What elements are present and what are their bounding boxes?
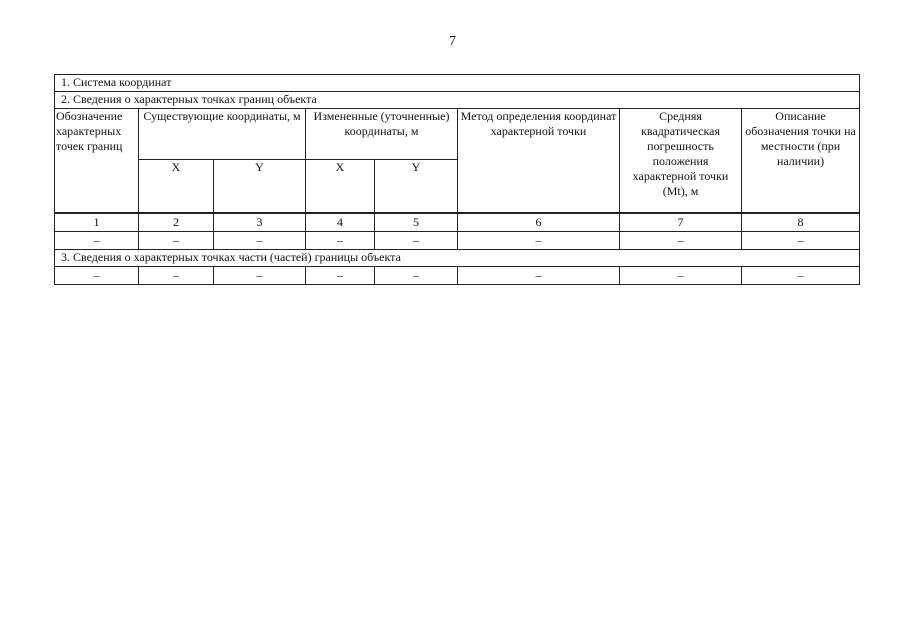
col-number: 3 [214, 213, 306, 232]
header-existing-coords: Существующие координаты, м [139, 109, 306, 160]
table-cell: – [55, 232, 139, 250]
col-number: 1 [55, 213, 139, 232]
boundary-points-table [54, 74, 860, 285]
table-cell: – [375, 232, 458, 250]
col-number: 5 [375, 213, 458, 232]
col-number: 6 [458, 213, 620, 232]
table-cell: – [214, 267, 306, 285]
header-changed-x: X [306, 160, 375, 214]
header-description: Описание обозначения точки на местности (при наличии) [742, 109, 860, 214]
page-number: 7 [449, 34, 456, 49]
table-cell: – [620, 232, 742, 250]
section-2-title: 2. Сведения о характерных точках границ объекта [55, 92, 860, 109]
section-3-data-row [55, 267, 860, 285]
header-row-top [55, 109, 860, 160]
col-number: 4 [306, 213, 375, 232]
header-changed-coords: Измененные (уточненные) координаты, м [306, 109, 458, 160]
table-cell: – [306, 267, 375, 285]
table-cell: – [55, 267, 139, 285]
header-method: Метод определения координат характерной точки [458, 109, 620, 214]
col-number: 7 [620, 213, 742, 232]
header-designation: Обозначение характерных точек границ [55, 109, 139, 214]
col-number: 8 [742, 213, 860, 232]
table-cell: – [742, 267, 860, 285]
table-cell: – [306, 232, 375, 250]
table-cell: – [139, 232, 214, 250]
table-cell: – [742, 232, 860, 250]
section-1-title: 1. Система координат [55, 75, 860, 92]
table-cell: – [375, 267, 458, 285]
section-3-row [55, 250, 860, 267]
section-2-data-row [55, 232, 860, 250]
header-changed-y: Y [375, 160, 458, 214]
header-existing-y: Y [214, 160, 306, 214]
table-cell: – [458, 267, 620, 285]
section-3-title: 3. Сведения о характерных точках части (частей) границы объекта [55, 250, 860, 267]
header-error: Средняя квадратическая погрешность положения характерной точки (Mt), м [620, 109, 742, 214]
table-cell: – [458, 232, 620, 250]
section-1-row [55, 75, 860, 92]
col-number: 2 [139, 213, 214, 232]
column-numbers-row [55, 213, 860, 232]
table-cell: – [139, 267, 214, 285]
table-cell: – [620, 267, 742, 285]
header-existing-x: X [139, 160, 214, 214]
table-cell: – [214, 232, 306, 250]
section-2-row [55, 92, 860, 109]
